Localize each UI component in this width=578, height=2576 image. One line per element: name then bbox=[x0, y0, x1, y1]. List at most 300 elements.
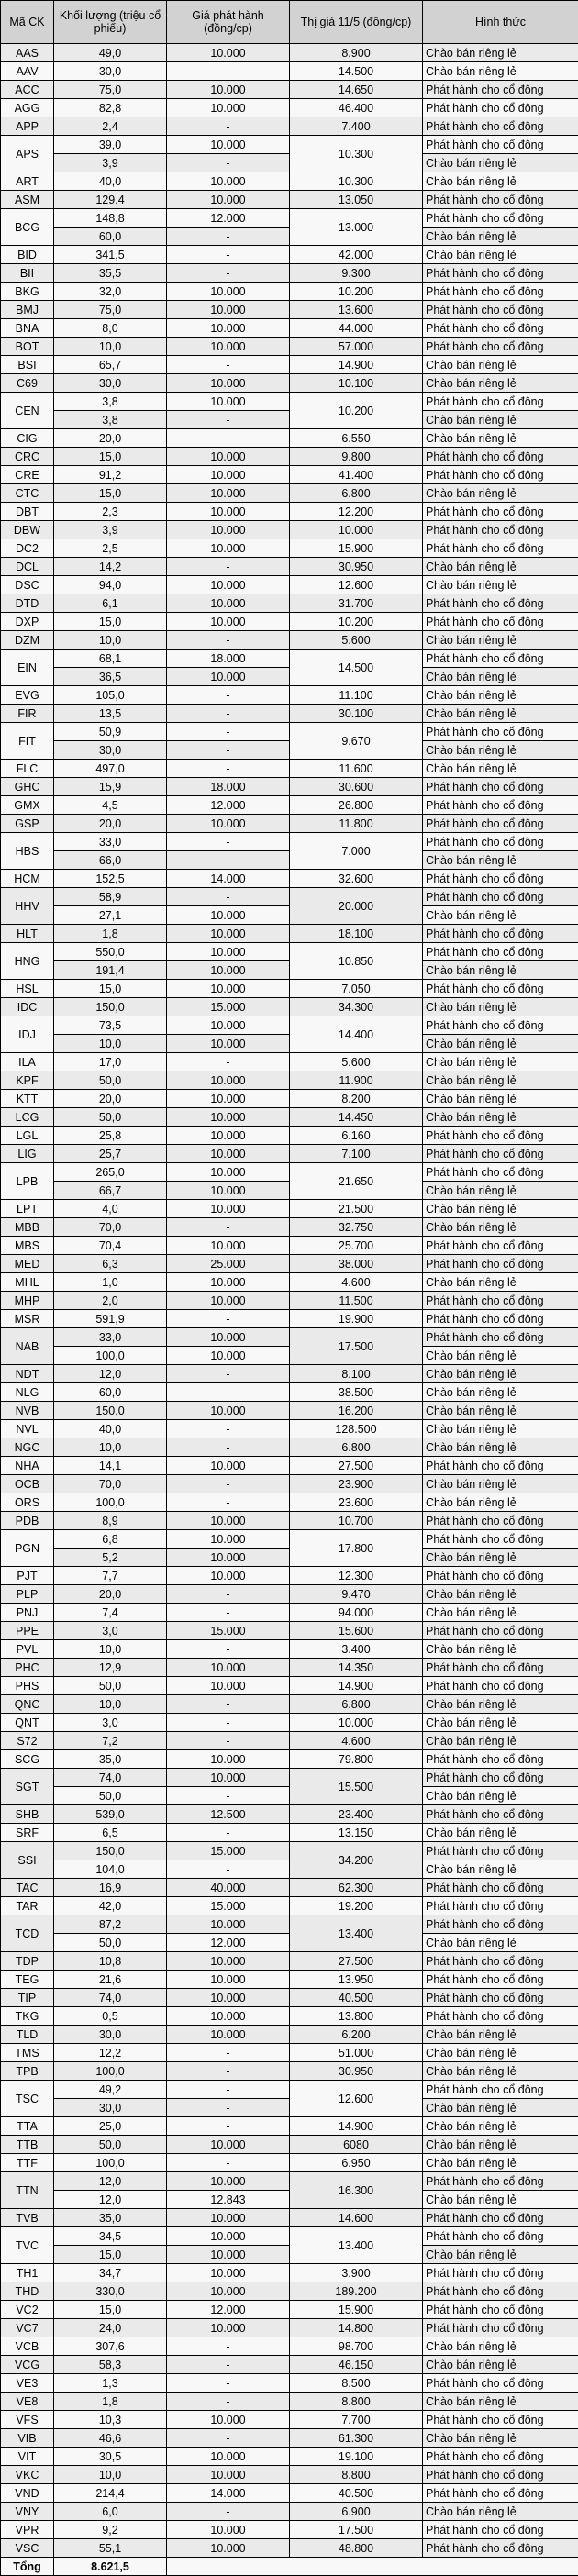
table-row bbox=[1, 448, 578, 466]
volume-cell: 15,0 bbox=[54, 484, 167, 503]
method-cell: Chào bán riêng lẻ bbox=[423, 760, 578, 778]
table-row bbox=[1, 741, 578, 760]
total-volume: 8.621,5 bbox=[54, 2558, 167, 2576]
ticker-cell: DCL bbox=[1, 558, 54, 576]
volume-cell: 15,0 bbox=[54, 613, 167, 631]
table-row bbox=[1, 760, 578, 778]
volume-cell: 150,0 bbox=[54, 1402, 167, 1420]
issue-price-cell: 10.000 bbox=[167, 1127, 290, 1145]
table-row bbox=[1, 961, 578, 980]
volume-cell: 12,0 bbox=[54, 2191, 167, 2209]
ticker-cell: KPF bbox=[1, 1071, 54, 1090]
method-cell: Phát hành cho cổ đông bbox=[423, 521, 578, 539]
market-price-cell: 12.300 bbox=[290, 1567, 423, 1585]
method-cell: Chào bán riêng lẻ bbox=[423, 686, 578, 705]
issue-price-cell: - bbox=[167, 2337, 290, 2356]
ticker-cell: LCG bbox=[1, 1108, 54, 1127]
issue-price-cell: - bbox=[167, 1585, 290, 1604]
volume-cell: 30,0 bbox=[54, 2026, 167, 2044]
table-row bbox=[1, 2337, 578, 2356]
table-row bbox=[1, 576, 578, 594]
volume-cell: 94,0 bbox=[54, 576, 167, 594]
issue-price-cell: 10.000 bbox=[167, 1200, 290, 1218]
table-row bbox=[1, 1971, 578, 1989]
table-row bbox=[1, 2393, 578, 2411]
volume-cell: 10,0 bbox=[54, 631, 167, 650]
method-cell: Chào bán riêng lẻ bbox=[423, 1604, 578, 1622]
ticker-cell: HLT bbox=[1, 925, 54, 943]
header-issue-price: Giá phát hành (đồng/cp) bbox=[167, 1, 290, 44]
method-cell: Chào bán riêng lẻ bbox=[423, 246, 578, 264]
ticker-cell: VE8 bbox=[1, 2393, 54, 2411]
ticker-cell: NVB bbox=[1, 1402, 54, 1420]
method-cell: Chào bán riêng lẻ bbox=[423, 374, 578, 393]
table-row bbox=[1, 1292, 578, 1310]
total-label: Tổng bbox=[1, 2558, 54, 2576]
ticker-cell: PHC bbox=[1, 1659, 54, 1677]
issue-price-cell: 10.000 bbox=[167, 44, 290, 62]
issue-price-cell: - bbox=[167, 228, 290, 246]
table-row bbox=[1, 1493, 578, 1512]
volume-cell: 49,2 bbox=[54, 2081, 167, 2099]
issue-price-cell: 10.000 bbox=[167, 374, 290, 393]
ticker-cell: TH1 bbox=[1, 2264, 54, 2282]
market-price-cell: 20.000 bbox=[290, 888, 423, 925]
volume-cell: 66,0 bbox=[54, 851, 167, 870]
issue-price-cell: - bbox=[167, 246, 290, 264]
volume-cell: 74,0 bbox=[54, 1989, 167, 2007]
table-row bbox=[1, 521, 578, 539]
method-cell: Chào bán riêng lẻ bbox=[423, 1365, 578, 1383]
market-price-cell: 6.800 bbox=[290, 484, 423, 503]
method-cell: Chào bán riêng lẻ bbox=[423, 851, 578, 870]
issue-price-cell: - bbox=[167, 2154, 290, 2172]
table-row bbox=[1, 1897, 578, 1915]
table-row bbox=[1, 2356, 578, 2374]
issue-price-cell: 10.000 bbox=[167, 1512, 290, 1530]
issue-price-cell: 10.000 bbox=[167, 2448, 290, 2466]
market-price-cell: 48.800 bbox=[290, 2539, 423, 2558]
market-price-cell: 9.470 bbox=[290, 1585, 423, 1604]
method-cell: Phát hành cho cổ đông bbox=[423, 301, 578, 319]
market-price-cell: 6.800 bbox=[290, 1438, 423, 1457]
method-cell: Phát hành cho cổ đông bbox=[423, 2264, 578, 2282]
volume-cell: 12,0 bbox=[54, 1365, 167, 1383]
table-row bbox=[1, 1237, 578, 1255]
table-row bbox=[1, 631, 578, 650]
ticker-cell: PNJ bbox=[1, 1604, 54, 1622]
ticker-cell: SCG bbox=[1, 1750, 54, 1769]
volume-cell: 10,0 bbox=[54, 2466, 167, 2484]
table-row bbox=[1, 2484, 578, 2503]
ticker-cell: SGT bbox=[1, 1769, 54, 1805]
method-cell: Chào bán riêng lẻ bbox=[423, 2117, 578, 2136]
table-row bbox=[1, 1016, 578, 1035]
issue-price-cell: 10.000 bbox=[167, 1549, 290, 1567]
volume-cell: 8,0 bbox=[54, 319, 167, 338]
method-cell: Phát hành cho cổ đông bbox=[423, 650, 578, 668]
ticker-cell: TTB bbox=[1, 2136, 54, 2154]
table-row bbox=[1, 943, 578, 961]
issue-price-cell: - bbox=[167, 2503, 290, 2521]
volume-cell: 20,0 bbox=[54, 429, 167, 448]
issue-price-cell: 40.000 bbox=[167, 1879, 290, 1897]
ticker-cell: HSL bbox=[1, 980, 54, 998]
method-cell: Phát hành cho cổ đông bbox=[423, 1163, 578, 1182]
issue-price-cell: - bbox=[167, 2429, 290, 2448]
method-cell: Chào bán riêng lẻ bbox=[423, 1402, 578, 1420]
market-price-cell: 15.500 bbox=[290, 1769, 423, 1805]
table-row bbox=[1, 925, 578, 943]
table-row bbox=[1, 62, 578, 81]
table-row bbox=[1, 1218, 578, 1237]
table-row bbox=[1, 301, 578, 319]
volume-cell: 58,3 bbox=[54, 2356, 167, 2374]
method-cell: Chào bán riêng lẻ bbox=[423, 2393, 578, 2411]
volume-cell: 9,2 bbox=[54, 2521, 167, 2539]
ticker-cell: EVG bbox=[1, 686, 54, 705]
table-row bbox=[1, 1383, 578, 1402]
ticker-cell: DTD bbox=[1, 594, 54, 613]
ticker-cell: PHS bbox=[1, 1677, 54, 1695]
ticker-cell: BSI bbox=[1, 356, 54, 374]
market-price-cell: 13.050 bbox=[290, 191, 423, 209]
table-row bbox=[1, 1915, 578, 1934]
table-row bbox=[1, 503, 578, 521]
issue-price-cell: - bbox=[167, 1714, 290, 1732]
method-cell: Phát hành cho cổ đông bbox=[423, 1530, 578, 1549]
market-price-cell: 27.500 bbox=[290, 1457, 423, 1475]
ticker-cell: DXP bbox=[1, 613, 54, 631]
market-price-cell: 13.950 bbox=[290, 1971, 423, 1989]
table-row bbox=[1, 264, 578, 283]
ticker-cell: TAR bbox=[1, 1897, 54, 1915]
volume-cell: 1,3 bbox=[54, 2374, 167, 2393]
volume-cell: 58,9 bbox=[54, 888, 167, 906]
method-cell: Phát hành cho cổ đông bbox=[423, 393, 578, 411]
ticker-cell: TPB bbox=[1, 2062, 54, 2081]
volume-cell: 60,0 bbox=[54, 228, 167, 246]
table-row bbox=[1, 44, 578, 62]
table-row bbox=[1, 2099, 578, 2117]
method-cell: Phát hành cho cổ đông bbox=[423, 594, 578, 613]
method-cell: Phát hành cho cổ đông bbox=[423, 2319, 578, 2337]
volume-cell: 191,4 bbox=[54, 961, 167, 980]
ticker-cell: VNY bbox=[1, 2503, 54, 2521]
market-price-cell: 8.900 bbox=[290, 44, 423, 62]
table-row bbox=[1, 1475, 578, 1493]
method-cell: Chào bán riêng lẻ bbox=[423, 1053, 578, 1071]
volume-cell: 6,3 bbox=[54, 1255, 167, 1273]
method-cell: Phát hành cho cổ đông bbox=[423, 2081, 578, 2099]
method-cell: Phát hành cho cổ đông bbox=[423, 2282, 578, 2301]
ticker-cell: GSP bbox=[1, 815, 54, 833]
method-cell: Phát hành cho cổ đông bbox=[423, 1915, 578, 1934]
ticker-cell: ORS bbox=[1, 1493, 54, 1512]
table-row bbox=[1, 1787, 578, 1805]
table-row bbox=[1, 1127, 578, 1145]
method-cell: Phát hành cho cổ đông bbox=[423, 613, 578, 631]
table-row bbox=[1, 1071, 578, 1090]
market-price-cell: 5.600 bbox=[290, 1053, 423, 1071]
market-price-cell: 12.200 bbox=[290, 503, 423, 521]
volume-cell: 12,9 bbox=[54, 1659, 167, 1677]
table-row bbox=[1, 2191, 578, 2209]
market-price-cell: 21.500 bbox=[290, 1200, 423, 1218]
ticker-cell: FIT bbox=[1, 723, 54, 760]
method-cell: Phát hành cho cổ đông bbox=[423, 2484, 578, 2503]
table-row bbox=[1, 1824, 578, 1842]
market-price-cell: 31.700 bbox=[290, 594, 423, 613]
method-cell: Phát hành cho cổ đông bbox=[423, 1769, 578, 1787]
volume-cell: 25,0 bbox=[54, 2117, 167, 2136]
volume-cell: 10,0 bbox=[54, 1640, 167, 1659]
issue-price-cell: - bbox=[167, 1218, 290, 1237]
ticker-cell: VSC bbox=[1, 2539, 54, 2558]
issue-price-cell: 10.000 bbox=[167, 301, 290, 319]
issue-price-cell: 18.000 bbox=[167, 650, 290, 668]
issue-price-cell: - bbox=[167, 2393, 290, 2411]
method-cell: Phát hành cho cổ đông bbox=[423, 2227, 578, 2246]
market-price-cell: 10.200 bbox=[290, 613, 423, 631]
ticker-cell: TTA bbox=[1, 2117, 54, 2136]
table-row bbox=[1, 466, 578, 484]
issue-price-cell: 15.000 bbox=[167, 1842, 290, 1860]
method-cell: Chào bán riêng lẻ bbox=[423, 2191, 578, 2209]
issue-price-cell: 10.000 bbox=[167, 393, 290, 411]
market-price-cell: 3.900 bbox=[290, 2264, 423, 2282]
market-price-cell: 14.400 bbox=[290, 1016, 423, 1053]
market-price-cell: 6.800 bbox=[290, 1695, 423, 1714]
table-row bbox=[1, 1512, 578, 1530]
issue-price-cell: 10.000 bbox=[167, 99, 290, 117]
market-price-cell: 11.800 bbox=[290, 815, 423, 833]
table-row bbox=[1, 613, 578, 631]
issue-price-cell: - bbox=[167, 686, 290, 705]
ticker-cell: GHC bbox=[1, 778, 54, 796]
volume-cell: 49,0 bbox=[54, 44, 167, 62]
ticker-cell: MBB bbox=[1, 1218, 54, 1237]
table-row bbox=[1, 1677, 578, 1695]
method-cell: Phát hành cho cổ đông bbox=[423, 980, 578, 998]
market-price-cell: 61.300 bbox=[290, 2429, 423, 2448]
issue-price-cell: 10.000 bbox=[167, 1750, 290, 1769]
method-cell: Phát hành cho cổ đông bbox=[423, 2374, 578, 2393]
market-price-cell: 23.900 bbox=[290, 1475, 423, 1493]
issue-price-cell: 10.000 bbox=[167, 2539, 290, 2558]
issue-price-cell: - bbox=[167, 1824, 290, 1842]
volume-cell: 3,0 bbox=[54, 1622, 167, 1640]
volume-cell: 150,0 bbox=[54, 1842, 167, 1860]
table-row bbox=[1, 1640, 578, 1659]
method-cell: Chào bán riêng lẻ bbox=[423, 429, 578, 448]
table-row bbox=[1, 2062, 578, 2081]
market-price-cell: 23.600 bbox=[290, 1493, 423, 1512]
table-row bbox=[1, 1402, 578, 1420]
issue-price-cell: 12.843 bbox=[167, 2191, 290, 2209]
table-row bbox=[1, 539, 578, 558]
method-cell: Phát hành cho cổ đông bbox=[423, 1659, 578, 1677]
market-price-cell: 57.000 bbox=[290, 338, 423, 356]
volume-cell: 104,0 bbox=[54, 1860, 167, 1879]
table-row bbox=[1, 1273, 578, 1292]
method-cell: Chào bán riêng lẻ bbox=[423, 906, 578, 925]
volume-cell: 7,7 bbox=[54, 1567, 167, 1585]
issue-price-cell: 25.000 bbox=[167, 1255, 290, 1273]
method-cell: Phát hành cho cổ đông bbox=[423, 117, 578, 136]
issue-price-cell: 10.000 bbox=[167, 1971, 290, 1989]
market-price-cell: 41.400 bbox=[290, 466, 423, 484]
method-cell: Chào bán riêng lẻ bbox=[423, 1640, 578, 1659]
ticker-cell: SRF bbox=[1, 1824, 54, 1842]
market-price-cell: 32.750 bbox=[290, 1218, 423, 1237]
issue-price-cell: 10.000 bbox=[167, 906, 290, 925]
volume-cell: 15,0 bbox=[54, 448, 167, 466]
market-price-cell: 15.900 bbox=[290, 2301, 423, 2319]
volume-cell: 8,9 bbox=[54, 1512, 167, 1530]
volume-cell: 4,0 bbox=[54, 1200, 167, 1218]
issue-price-cell: - bbox=[167, 429, 290, 448]
issue-price-cell: 10.000 bbox=[167, 1952, 290, 1971]
volume-cell: 17,0 bbox=[54, 1053, 167, 1071]
method-cell: Phát hành cho cổ đông bbox=[423, 1805, 578, 1824]
volume-cell: 330,0 bbox=[54, 2282, 167, 2301]
table-row bbox=[1, 1585, 578, 1604]
market-price-cell: 25.700 bbox=[290, 1237, 423, 1255]
method-cell: Phát hành cho cổ đông bbox=[423, 2448, 578, 2466]
volume-cell: 66,7 bbox=[54, 1182, 167, 1200]
volume-cell: 20,0 bbox=[54, 1585, 167, 1604]
market-price-cell: 19.200 bbox=[290, 1897, 423, 1915]
issue-price-cell: 10.000 bbox=[167, 136, 290, 154]
volume-cell: 24,0 bbox=[54, 2319, 167, 2337]
market-price-cell: 10.300 bbox=[290, 172, 423, 191]
method-cell: Chào bán riêng lẻ bbox=[423, 1695, 578, 1714]
issue-price-cell: 10.000 bbox=[167, 980, 290, 998]
ticker-cell: QNC bbox=[1, 1695, 54, 1714]
market-price-cell: 15.600 bbox=[290, 1622, 423, 1640]
method-cell: Chào bán riêng lẻ bbox=[423, 1732, 578, 1750]
issue-price-cell: 10.000 bbox=[167, 1035, 290, 1053]
volume-cell: 50,9 bbox=[54, 723, 167, 741]
table-row bbox=[1, 2282, 578, 2301]
volume-cell: 34,5 bbox=[54, 2227, 167, 2246]
table-row bbox=[1, 1549, 578, 1567]
table-row bbox=[1, 851, 578, 870]
method-cell: Chào bán riêng lẻ bbox=[423, 1108, 578, 1127]
ticker-cell: NVL bbox=[1, 1420, 54, 1438]
issue-price-cell: 10.000 bbox=[167, 2521, 290, 2539]
table-row bbox=[1, 2026, 578, 2044]
ticker-cell: HNG bbox=[1, 943, 54, 980]
market-price-cell: 4.600 bbox=[290, 1732, 423, 1750]
volume-cell: 39,0 bbox=[54, 136, 167, 154]
method-cell: Phát hành cho cổ đông bbox=[423, 99, 578, 117]
volume-cell: 1,0 bbox=[54, 1273, 167, 1292]
issue-price-cell: 10.000 bbox=[167, 1457, 290, 1475]
volume-cell: 10,0 bbox=[54, 338, 167, 356]
issue-price-cell: - bbox=[167, 1053, 290, 1071]
method-cell: Phát hành cho cổ đông bbox=[423, 796, 578, 815]
table-row bbox=[1, 136, 578, 154]
volume-cell: 3,9 bbox=[54, 521, 167, 539]
market-price-cell: 189.200 bbox=[290, 2282, 423, 2301]
ticker-cell: CIG bbox=[1, 429, 54, 448]
issue-price-cell: - bbox=[167, 154, 290, 172]
ticker-cell: ACC bbox=[1, 81, 54, 99]
table-row bbox=[1, 2521, 578, 2539]
method-cell: Chào bán riêng lẻ bbox=[423, 741, 578, 760]
table-row bbox=[1, 980, 578, 998]
ticker-cell: PDB bbox=[1, 1512, 54, 1530]
table-row bbox=[1, 1860, 578, 1879]
issue-price-cell: - bbox=[167, 2081, 290, 2099]
market-price-cell: 16.300 bbox=[290, 2172, 423, 2209]
issue-price-cell: - bbox=[167, 62, 290, 81]
issue-price-cell: 10.000 bbox=[167, 172, 290, 191]
volume-cell: 70,0 bbox=[54, 1475, 167, 1493]
table-row bbox=[1, 1182, 578, 1200]
ticker-cell: ART bbox=[1, 172, 54, 191]
table-row bbox=[1, 1200, 578, 1218]
volume-cell: 7,2 bbox=[54, 1732, 167, 1750]
ticker-cell: VIB bbox=[1, 2429, 54, 2448]
market-price-cell: 30.950 bbox=[290, 558, 423, 576]
issue-price-cell: 10.000 bbox=[167, 1145, 290, 1163]
table-row bbox=[1, 2227, 578, 2246]
method-cell: Chào bán riêng lẻ bbox=[423, 172, 578, 191]
ticker-cell: BMJ bbox=[1, 301, 54, 319]
market-price-cell: 12.600 bbox=[290, 576, 423, 594]
table-row bbox=[1, 319, 578, 338]
market-price-cell: 11.900 bbox=[290, 1071, 423, 1090]
market-price-cell: 14.900 bbox=[290, 1677, 423, 1695]
issue-price-cell: 10.000 bbox=[167, 1989, 290, 2007]
issue-price-cell: 15.000 bbox=[167, 998, 290, 1016]
issue-price-cell: 10.000 bbox=[167, 1163, 290, 1182]
volume-cell: 15,9 bbox=[54, 778, 167, 796]
volume-cell: 65,7 bbox=[54, 356, 167, 374]
volume-cell: 75,0 bbox=[54, 81, 167, 99]
issue-price-cell: - bbox=[167, 2099, 290, 2117]
table-row bbox=[1, 1695, 578, 1714]
market-price-cell: 5.600 bbox=[290, 631, 423, 650]
volume-cell: 15,0 bbox=[54, 980, 167, 998]
table-row bbox=[1, 2246, 578, 2264]
table-row bbox=[1, 1053, 578, 1071]
table-row bbox=[1, 2081, 578, 2099]
issue-price-cell: 10.000 bbox=[167, 1182, 290, 1200]
volume-cell: 148,8 bbox=[54, 209, 167, 228]
volume-cell: 32,0 bbox=[54, 283, 167, 301]
method-cell: Phát hành cho cổ đông bbox=[423, 2466, 578, 2484]
market-price-cell: 6.200 bbox=[290, 2026, 423, 2044]
issue-price-cell: 10.000 bbox=[167, 2319, 290, 2337]
ticker-cell: EIN bbox=[1, 650, 54, 686]
issue-price-cell: 10.000 bbox=[167, 1292, 290, 1310]
method-cell: Chào bán riêng lẻ bbox=[423, 44, 578, 62]
issue-price-cell: 10.000 bbox=[167, 191, 290, 209]
market-price-cell: 14.650 bbox=[290, 81, 423, 99]
volume-cell: 20,0 bbox=[54, 815, 167, 833]
ticker-cell: CRC bbox=[1, 448, 54, 466]
issue-price-cell: 10.000 bbox=[167, 961, 290, 980]
method-cell: Phát hành cho cổ đông bbox=[423, 448, 578, 466]
table-row bbox=[1, 1530, 578, 1549]
table-row bbox=[1, 1989, 578, 2007]
method-cell: Chào bán riêng lẻ bbox=[423, 2356, 578, 2374]
ticker-cell: C69 bbox=[1, 374, 54, 393]
